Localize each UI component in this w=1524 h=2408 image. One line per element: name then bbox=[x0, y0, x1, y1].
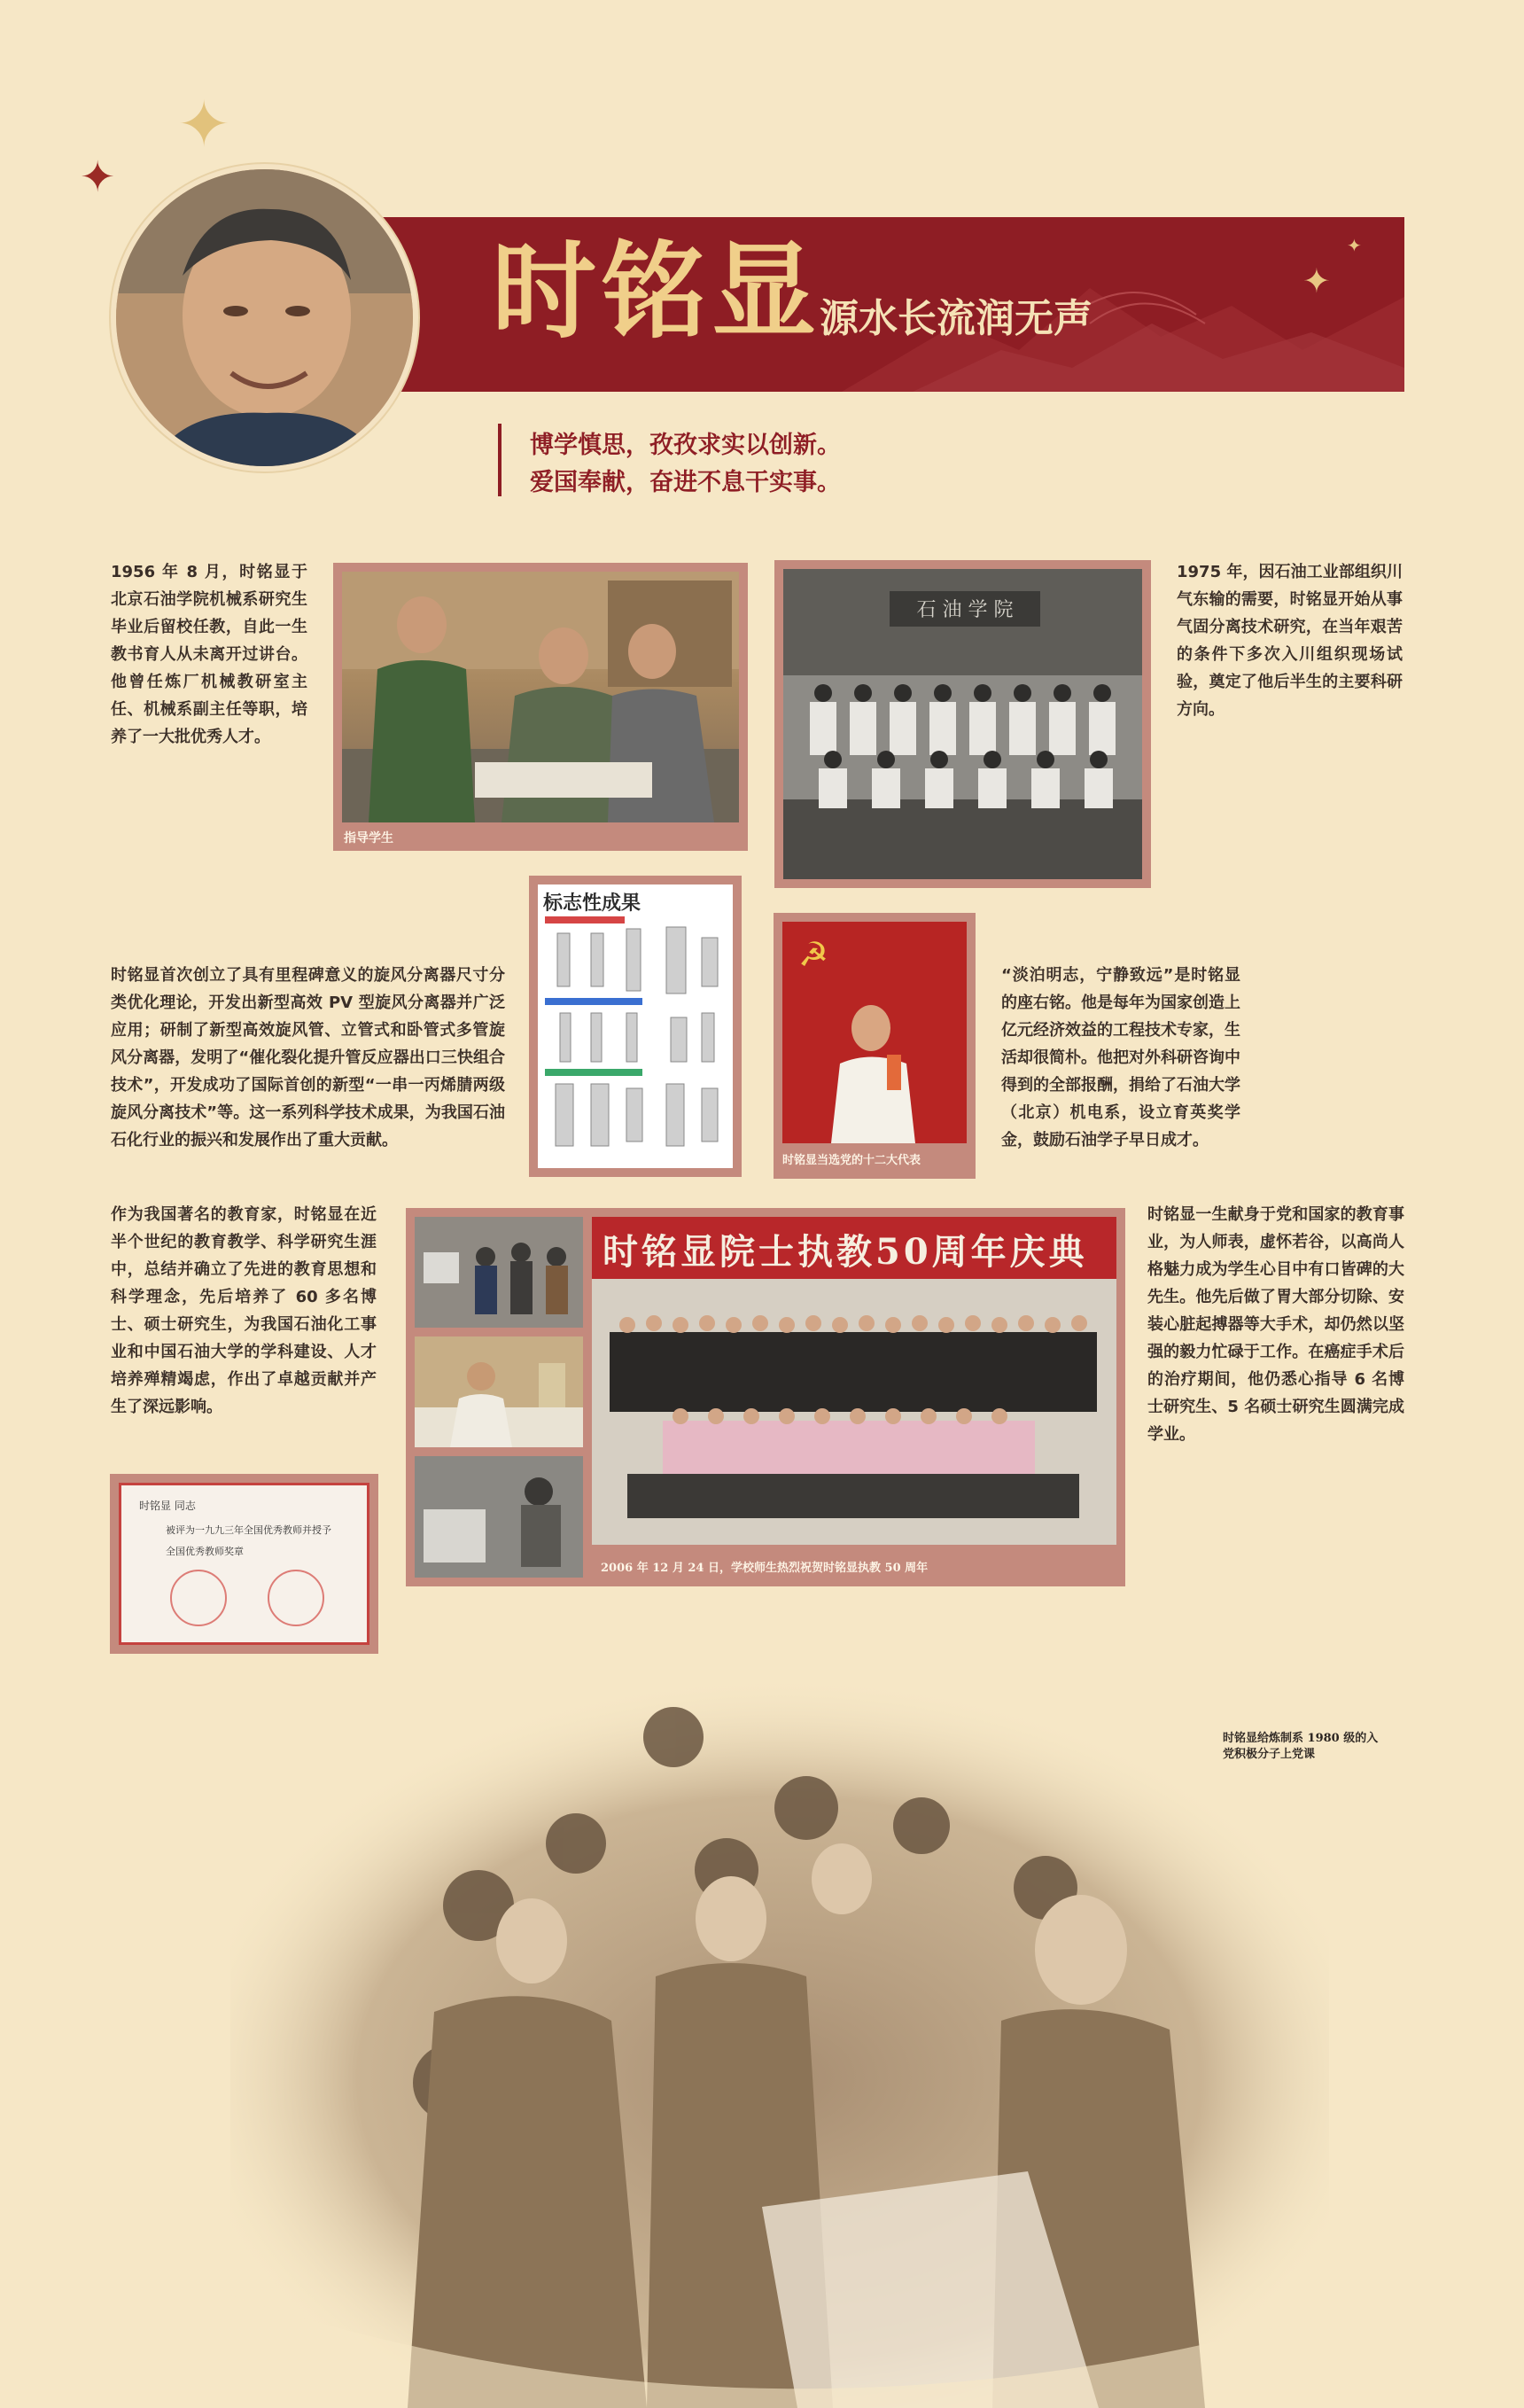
paragraph-1956: 1956 年 8 月，时铭显于北京石油学院机械系研究生毕业后留校任教，自此一生教书育人从未离开过讲台。他曾任炼厂机械教研室主任、机械系副主任等职，培养了一大批优秀人才。 bbox=[111, 563, 307, 746]
photo-desk-study bbox=[415, 1336, 583, 1447]
sepia-lecture-illustration bbox=[230, 1675, 1329, 2408]
photo-anniversary-group bbox=[592, 1217, 1116, 1545]
photo-guide-students bbox=[342, 572, 739, 822]
seal-stamp-icon bbox=[170, 1570, 227, 1626]
photo-frame-anniversary-collage bbox=[406, 1208, 1125, 1586]
banner-subtitle: 源水长流润无声 bbox=[820, 296, 1092, 341]
portrait-illustration bbox=[116, 169, 413, 466]
anniversary-banner-text: 时铭显院士执教50周年庆典 bbox=[603, 1231, 1088, 1273]
caption-guide-students: 指导学生 bbox=[344, 831, 393, 846]
photo-frame-1975-group bbox=[774, 560, 1151, 888]
paragraph-cyclone-technology: 时铭显首次创立了具有里程碑意义的旋风分离器尺寸分类优化理论，开发出新型高效 PV 型旋风分离器并广泛应用；研制了新型高效旋风管、立管式和卧管式多管旋风分离器，发明了“催化裂化提升管反应器出口三快组合技术”，开发成功了国际首创的新型“一串一丙烯腈两级旋风分离技术”等。这一系列科学技术成果，为我国石油石化行业的振兴和发展作出了重大贡献。 bbox=[111, 966, 505, 1149]
photo-1975-group bbox=[783, 569, 1142, 879]
gate-plaque-text: 石 油 学 院 bbox=[916, 599, 1014, 621]
sparkle-star-icon: ✦ bbox=[177, 87, 231, 161]
sparkle-star-icon: ✦ bbox=[1347, 235, 1362, 256]
caption-anniversary: 2006 年 12 月 24 日，学校师生热烈祝贺时铭显执教 50 周年 bbox=[601, 1562, 929, 1575]
photo-frame-congress bbox=[774, 913, 976, 1179]
paragraph-dedication: 时铭显一生献身于党和国家的教育事业，为人师表，虚怀若谷，以高尚人格魅力成为学生心目中有口皆碑的大先生。他先后做了胃大部分切除、安装心脏起搏器等大手术，却仍然以坚强的毅力忙碌于工作。在癌症手术后的治疗期间，他仍悉心指导 6 名博士研究生、5 名硕士研究生圆满完成学业。 bbox=[1147, 1205, 1404, 1444]
motto-divider bbox=[498, 424, 502, 496]
photo-frame-certificate bbox=[110, 1474, 378, 1654]
motto-line-1: 博学慎思，孜孜求实以创新。 bbox=[530, 432, 841, 459]
person-name-title: 时铭显 bbox=[492, 230, 822, 353]
portrait-photo bbox=[111, 164, 418, 471]
photo-frame-achievements bbox=[529, 876, 742, 1177]
paragraph-educator: 作为我国著名的教育家，时铭显在近半个世纪的教育教学、科学研究生涯中，总结并确立了先进的教育思想和科学理念，先后培养了 60 多名博士、硕士研究生，为我国石油化工事业和中国石油大学的学科建设、人才培养殚精竭虑，作出了卓越贡献并产生了深远影响。 bbox=[111, 1205, 377, 1416]
achievements-chart-title: 标志性成果 bbox=[543, 892, 641, 915]
certificate-line-3: 全国优秀教师奖章 bbox=[166, 1546, 244, 1557]
paragraph-motto: “淡泊明志，宁静致远”是时铭显的座右铭。他是每年为国家创造上亿元经济效益的工程技术专家，生活却很简朴。他把对外科研咨询中得到的全部报酬，捐给了石油大学（北京）机电系，设立育英奖学金，鼓励石油学子早日成才。 bbox=[1001, 966, 1240, 1149]
photo-lab-group bbox=[415, 1217, 583, 1328]
svg-text:☭: ☭ bbox=[798, 935, 829, 974]
certificate-line-2: 被评为一九九三年全国优秀教师并授予 bbox=[166, 1524, 331, 1536]
photo-lab-experiment bbox=[415, 1456, 583, 1578]
photo-congress bbox=[782, 922, 967, 1143]
motto-line-2: 爱国奉献，奋进不息干实事。 bbox=[530, 469, 841, 496]
achievements-chart bbox=[538, 884, 733, 1168]
certificate-line-1: 时铭显 同志 bbox=[139, 1500, 196, 1512]
caption-congress: 时铭显当选党的十二大代表 bbox=[782, 1154, 921, 1167]
photo-frame-guide-students bbox=[333, 563, 748, 851]
paragraph-1975: 1975 年，因石油工业部组织川气东输的需要，时铭显开始从事气固分离技术研究，在当年艰苦的条件下多次入川组织现场试验，奠定了他后半生的主要科研方向。 bbox=[1177, 563, 1403, 719]
sparkle-star-icon: ✦ bbox=[1302, 261, 1331, 300]
sparkle-star-icon: ✦ bbox=[80, 152, 116, 202]
seal-stamp-icon bbox=[268, 1570, 324, 1626]
caption-party-lecture: 时铭显给炼制系 1980 级的入党积极分子上党课 bbox=[1223, 1732, 1379, 1761]
photo-party-lecture bbox=[230, 1675, 1329, 2408]
certificate-image bbox=[119, 1483, 369, 1645]
